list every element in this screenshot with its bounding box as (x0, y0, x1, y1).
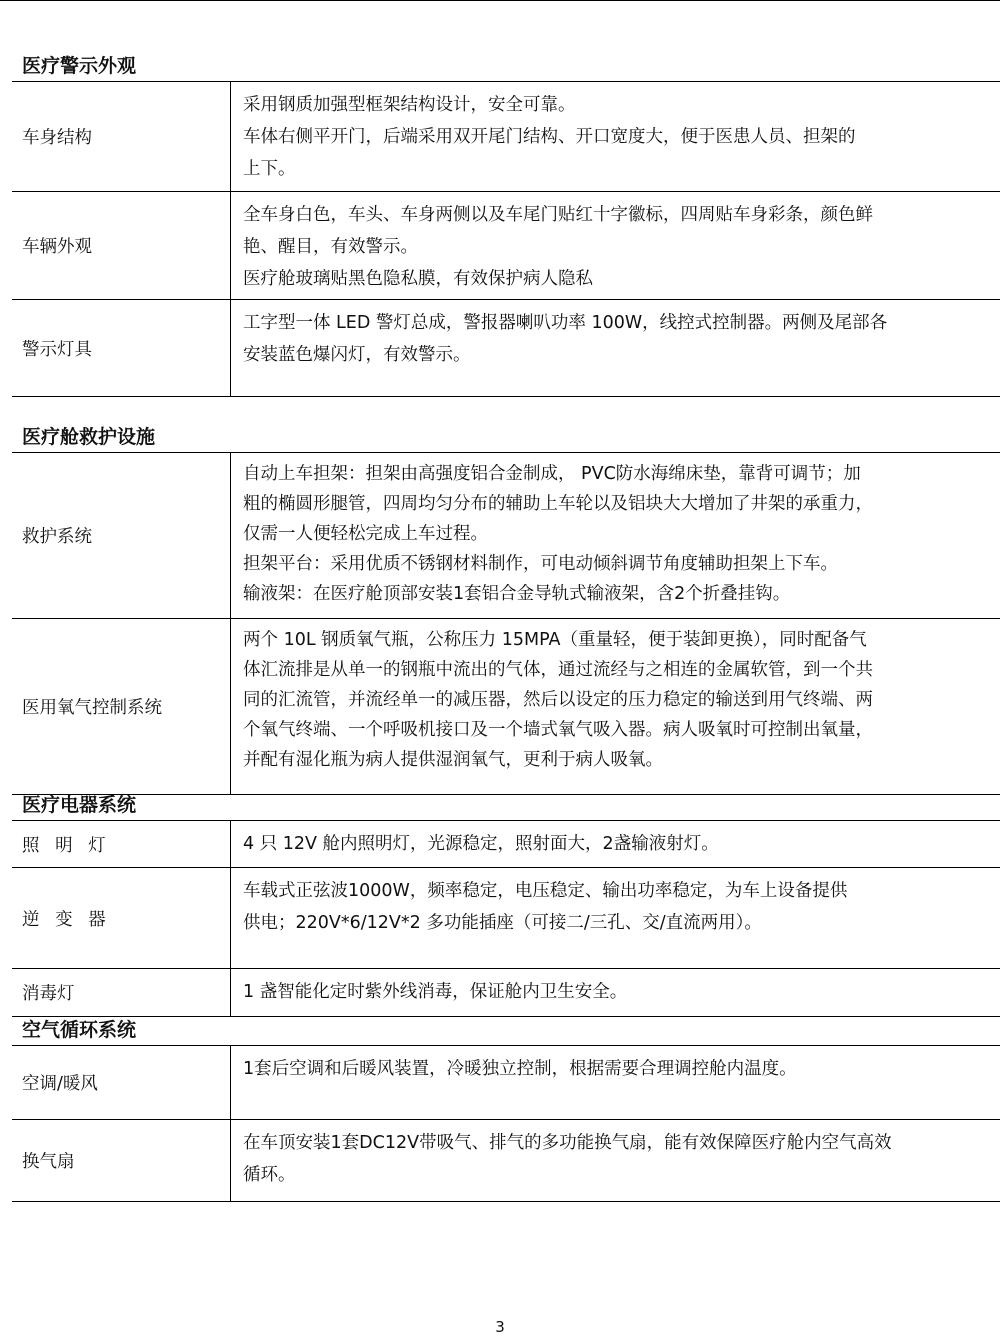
content-line: 采用钢质加强型框架结构设计，安全可靠。 (243, 95, 576, 115)
row-label: 换气扇 (12, 1120, 231, 1201)
row-content (231, 619, 1000, 794)
row-label: 消毒灯 (12, 969, 231, 1016)
row-label: 逆 变 器 (12, 868, 231, 968)
row-content (231, 1120, 1000, 1201)
table-row (12, 82, 1000, 192)
content-line: 并配有湿化瓶为病人提供湿润氧气，更利于病人吸氧。 (243, 750, 663, 770)
content-line: 1 盏智能化定时紫外线消毒，保证舱内卫生安全。 (243, 982, 628, 1002)
row-label: 车身结构 (12, 82, 231, 191)
spec-document (12, 55, 1000, 1202)
row-content (231, 1046, 1000, 1119)
section-title: 医疗舱救护设施 (12, 397, 1000, 453)
row-label: 警示灯具 (12, 300, 231, 396)
table-row (12, 1046, 1000, 1120)
row-content (231, 868, 1000, 968)
row-label: 空调/暖风 (12, 1046, 231, 1119)
row-content (231, 300, 1000, 396)
row-content (231, 82, 1000, 191)
table-row (12, 192, 1000, 300)
table-row (12, 619, 1000, 795)
content-line: 医疗舱玻璃贴黑色隐私膜，有效保护病人隐私 (243, 269, 593, 289)
row-label: 医用氧气控制系统 (12, 619, 231, 794)
top-rule (0, 0, 1000, 1)
table-row (12, 868, 1000, 969)
row-content (231, 821, 1000, 867)
page-number: 3 (495, 1318, 505, 1336)
row-label: 车辆外观 (12, 192, 231, 299)
content-line: 担架平台：采用优质不锈钢材料制作，可电动倾斜调节角度辅助担架上下车。 (243, 554, 838, 574)
section-title: 医疗警示外观 (12, 58, 1000, 82)
row-label: 救护系统 (12, 453, 231, 618)
content-line: 自动上车担架：担架由高强度铝合金制成， PVC防水海绵床垫，靠背可调节；加 (243, 464, 861, 484)
table-row (12, 300, 1000, 397)
content-line: 4 只 12V 舱内照明灯，光源稳定，照射面大，2盏输液射灯。 (243, 834, 719, 854)
content-line: 循环。 (243, 1165, 296, 1185)
content-line: 车体右侧平开门，后端采用双开尾门结构、开口宽度大，便于医患人员、担架的 (243, 127, 856, 147)
content-line: 在车顶安装1套DC12V带吸气、排气的多功能换气扇，能有效保障医疗舱内空气高效 (243, 1133, 892, 1153)
content-line: 两个 10L 钢质氧气瓶，公称压力 15MPA（重量轻，便于装卸更换），同时配备气 (243, 630, 867, 650)
table-row (12, 969, 1000, 1017)
content-line: 个氧气终端、一个呼吸机接口及一个墙式氧气吸入器。病人吸氧时可控制出氧量， (243, 720, 873, 740)
row-content (231, 453, 1000, 618)
row-label: 照 明 灯 (12, 821, 231, 867)
content-line: 艳、醒目，有效警示。 (243, 237, 418, 257)
content-line: 粗的椭圆形腿管，四周均匀分布的辅助上车轮以及铝块大大增加了井架的承重力， (243, 494, 873, 514)
row-content (231, 969, 1000, 1016)
content-line: 体汇流排是从单一的钢瓶中流出的气体，通过流经与之相连的金属软管，到一个共 (243, 660, 873, 680)
content-line: 车载式正弦波1000W，频率稳定，电压稳定、输出功率稳定，为车上设备提供 (243, 881, 848, 901)
table-row (12, 1120, 1000, 1202)
section-title: 医疗电器系统 (12, 795, 1000, 821)
content-line: 同的汇流管，并流经单一的减压器，然后以设定的压力稳定的输送到用气终端、两 (243, 690, 873, 710)
table-row (12, 821, 1000, 868)
section-title: 空气循环系统 (12, 1017, 1000, 1046)
row-content (231, 192, 1000, 299)
content-line: 1套后空调和后暖风装置，冷暖独立控制，根据需要合理调控舱内温度。 (243, 1059, 797, 1079)
content-line: 工字型一体 LED 警灯总成，警报器喇叭功率 100W，线控式控制器。两侧及尾部各 (243, 313, 888, 333)
table-row (12, 453, 1000, 619)
content-line: 全车身白色，车头、车身两侧以及车尾门贴红十字徽标，四周贴车身彩条，颜色鲜 (243, 205, 873, 225)
content-line: 上下。 (243, 159, 296, 179)
content-line: 输液架：在医疗舱顶部安装1套铝合金导轨式输液架，含2个折叠挂钩。 (243, 584, 791, 604)
content-line: 安装蓝色爆闪灯，有效警示。 (243, 345, 471, 365)
content-line: 仅需一人便轻松完成上车过程。 (243, 524, 488, 544)
content-line: 供电；220V*6/12V*2 多功能插座（可接二/三孔、交/直流两用）。 (243, 913, 762, 933)
